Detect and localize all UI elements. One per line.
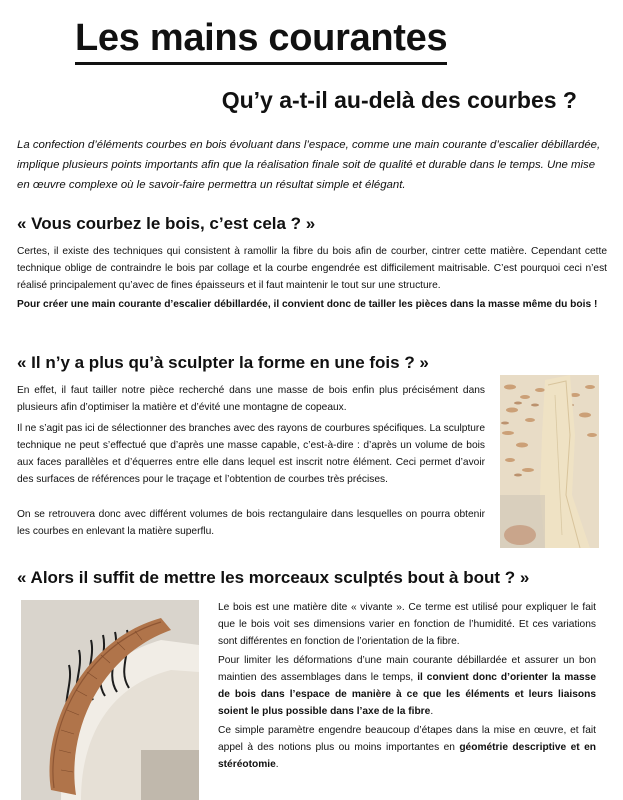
section3-paragraph-3-end: .: [275, 759, 279, 770]
section2-heading: « Il n’y a plus qu’à sculpter la forme en une fois ? »: [17, 353, 429, 372]
section3-paragraph-1: Le bois est une matière dite « vivante ». Ce terme est utilisé pour expliquer le fait que le bois voit ses dimensions varier en fonction de l’humidité. Et ces variations sont différentes en fonction de l’orientation de la fibre.: [218, 602, 596, 647]
section3-paragraph-3-text: Ce simple paramètre engendre beaucoup d’étapes dans la mise en œuvre, et fait appel à des notions plus ou moins importantes en: [218, 725, 596, 753]
section3-paragraph-2: [218, 652, 596, 720]
page-subtitle: Qu’y a-t-il au-delà des courbes ?: [221, 87, 577, 113]
staircase-photo: [21, 600, 199, 800]
section3-paragraph-2-text: Pour limiter les déformations d’une main courante débillardée et assurer un bon maintien des assemblages dans le temps,: [218, 655, 596, 683]
section2-paragraph-3: On se retrouvera donc avec différent volumes de bois rectangulaire dans lesquelles on pourra obtenir les courbes en enlevant la matière superflu.: [17, 509, 485, 537]
staircase-illustration: [21, 600, 199, 800]
wood-carving-photo: [500, 375, 599, 548]
section1-heading: « Vous courbez le bois, c’est cela ? »: [17, 214, 316, 233]
wood-carving-illustration: [500, 375, 599, 548]
page-title: Les mains courantes: [75, 16, 447, 65]
section3-heading: « Alors il suffit de mettre les morceaux sculptés bout à bout ? »: [17, 568, 530, 587]
section1-paragraph-2: Pour créer une main courante d’escalier débillardée, il convient donc de tailler les pièces dans la masse même du bois !: [17, 299, 598, 310]
section2-paragraph-2: Il ne s’agit pas ici de sélectionner des branches avec des rayons de courbures spécifiques. La sculpture technique ne peut s’effectué que d’après une masse capable, c’est-à-dire : d’après un volume de bois aux faces parallèles et d’équerres entre elle dans lequel est inscrit notre élément. Ceci permet d’avoir des surfaces de références pour le traçage et l’obtention de courbes très précises.: [17, 423, 485, 485]
section1-paragraph-1: Certes, il existe des techniques qui consistent à ramollir la fibre du bois afin de courber, cintrer cette matière. Cependant cette technique oblige de contraindre le bois par collage et la courbe engendrée est difficilement maitrisable. C’est pourquoi ceci n’est réalisé principalement qu’avec de fines épaisseurs et il faut maintenir le tout sur une structure.: [17, 246, 607, 291]
section3-paragraph-3-bold: géométrie descriptive et en stéréotomie: [218, 742, 596, 770]
intro-paragraph: La confection d’éléments courbes en bois évoluant dans l’espace, comme une main courante d’escalier débillardée, implique plusieurs points importants afin que la réalisation finale soit de qualité et durable dans le temps. Une mise en œuvre complexe où le savoir-faire permettra un résultat simple et élégant.: [17, 139, 601, 191]
section3-paragraph-3: [218, 722, 596, 773]
section3-paragraph-2-bold: il convient donc d’orienter la masse de bois dans l’espace de manière à ce que les éléments et leurs liaisons soient le plus possible dans l’axe de la fibre: [218, 672, 596, 717]
section2-paragraph-1: En effet, il faut tailler notre pièce recherché dans une masse de bois enfin plus précisément dans plusieurs afin d’optimiser la matière et d’évité une montagne de copeaux.: [17, 385, 485, 413]
section3-paragraph-2-end: .: [430, 706, 434, 717]
